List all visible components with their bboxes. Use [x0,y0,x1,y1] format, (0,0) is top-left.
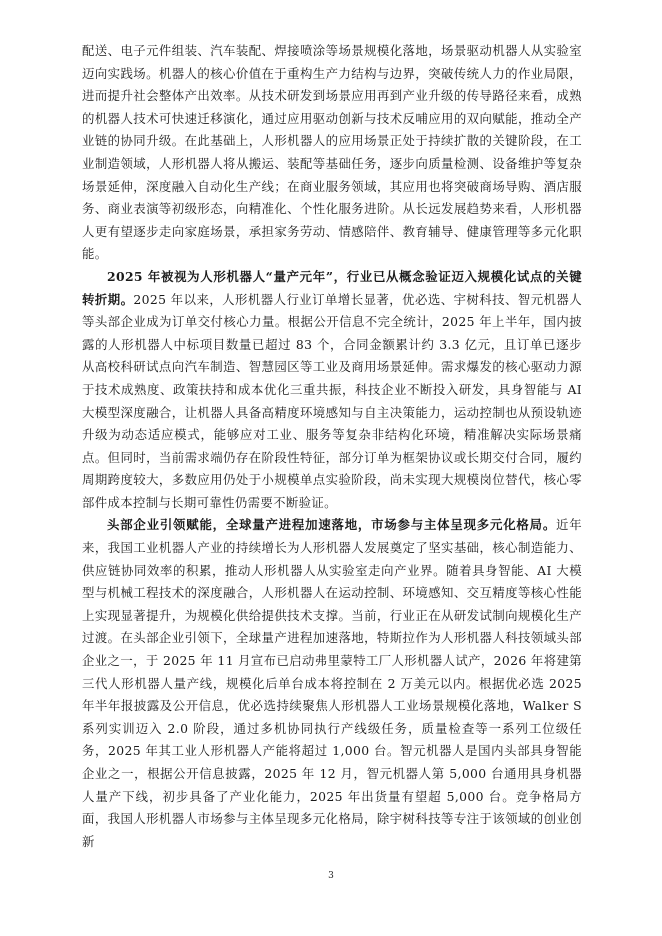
paragraph-scenario-expansion [82,40,582,266]
paragraph-body: 2025 年以来，人形机器人行业订单增长显著，优必选、宇树科技、智元机器人等头部企业成为订单交付核心力量。根据公开信息不完全统计，2025 年上半年，国内披露的人形机器人中标项目数量已超过 83 个，合同金额累计约 3.3 亿元，且订单已逐步从高校科研试点向汽车制造、智慧园区等工业及商用场景延伸。需求爆发的核心驱动力源于技术成熟度、政策扶持和成本优化三重共振，科技企业不断投入研发，具身智能与 AI 大模型深度融合，让机器人具备高精度环境感知与自主决策能力，运动控制也从预设轨迹升级为动态适应模式，能够应对工业、服务等复杂非结构化环境，精准解决实际场景痛点。但同时，当前需求端仍存在阶段性特征，部分订单为框架协议或长期交付合同，履约周期跨度较大，多数应用仍处于小规模单点实验阶段，尚未实现大规模岗位替代，核心零部件成本控制与长期可靠性仍需要不断验证。 [82,291,582,510]
paragraph-lead-heading: 头部企业引领赋能，全球量产进程加速落地，市场参与主体呈现多元化格局。 [107,517,557,533]
page-number: 3 [328,871,334,881]
paragraph-body: 配送、电子元件组装、汽车装配、焊接喷涂等场景规模化落地，场景驱动机器人从实验室迈向实践场。机器人的核心价值在于重构生产力结构与边界，突破传统人力的作业局限，进而提升社会整体产出效率。从技术研发到场景应用再到产业升级的传导路径来看，成熟的机器人技术可快速迁移演化，通过应用驱动创新与技术反哺应用的双向赋能，推动全产业链的协同升级。在此基础上，人形机器人的应用场景正处于持续扩散的关键阶段，在工业制造领域，人形机器人将从搬运、装配等基础任务，逐步向质量检测、设备维护等复杂场景延伸，深度融入自动化生产线；在商业服务领域，其应用也将突破商场导购、酒店服务、商业表演等初级形态，向精准化、个性化服务进阶。从长远发展趋势来看，人形机器人更有望逐步走向家庭场景，承担家务劳动、情感陪伴、教育辅导、健康管理等多元化职能。 [82,43,582,262]
paragraph-leading-enterprises [82,514,582,853]
paragraph-lead-heading: 2025 年被视为人形机器人“量产元年”，行业已从概念验证迈入规模化试点的关键转折期。 [82,268,582,307]
paragraph-body: 近年来，我国工业机器人产业的持续增长为人形机器人发展奠定了坚实基础，核心制造能力、供应链协同效率的积累，推动人形机器人从实验室走向产业界。随着具身智能、AI 大模型与机械工程技术的深度融合，人形机器人在运动控制、环境感知、交互精度等核心性能上实现显著提升，为规模化供给提供技术支撑。当前，行业正在从研发试制向规模化生产过渡。在头部企业引领下，全球量产进程加速落地，特斯拉作为人形机器人科技领域头部企业之一，于 2025 年 11 月宣布已启动弗里蒙特工厂人形机器人试产，2026 年将建第三代人形机器人量产线，规模化后单台成本将控制在 2 万美元以内。根据优必选 2025 年半年报披露及公开信息，优必选持续聚焦人形机器人工业场景规模化落地，Walker S 系列实训迈入 2.0 阶段，通过多机协同执行产线级任务，质量检查等一系列工位级任务，2025 年其工业人形机器人产能将超过 1,000 台。智元机器人是国内头部具身智能企业之一，根据公开信息披露，2025 年 12 月，智元机器人第 5,000 台通用具身机器人量产下线，初步具备了产业化能力，2025 年出货量有望超 5,000 台。竞争格局方面，我国人形机器人市场参与主体呈现多元化格局，除宇树科技等专注于该领域的创业创新 [82,517,582,849]
document-page [82,40,582,853]
paragraph-mass-production-year [82,266,582,515]
